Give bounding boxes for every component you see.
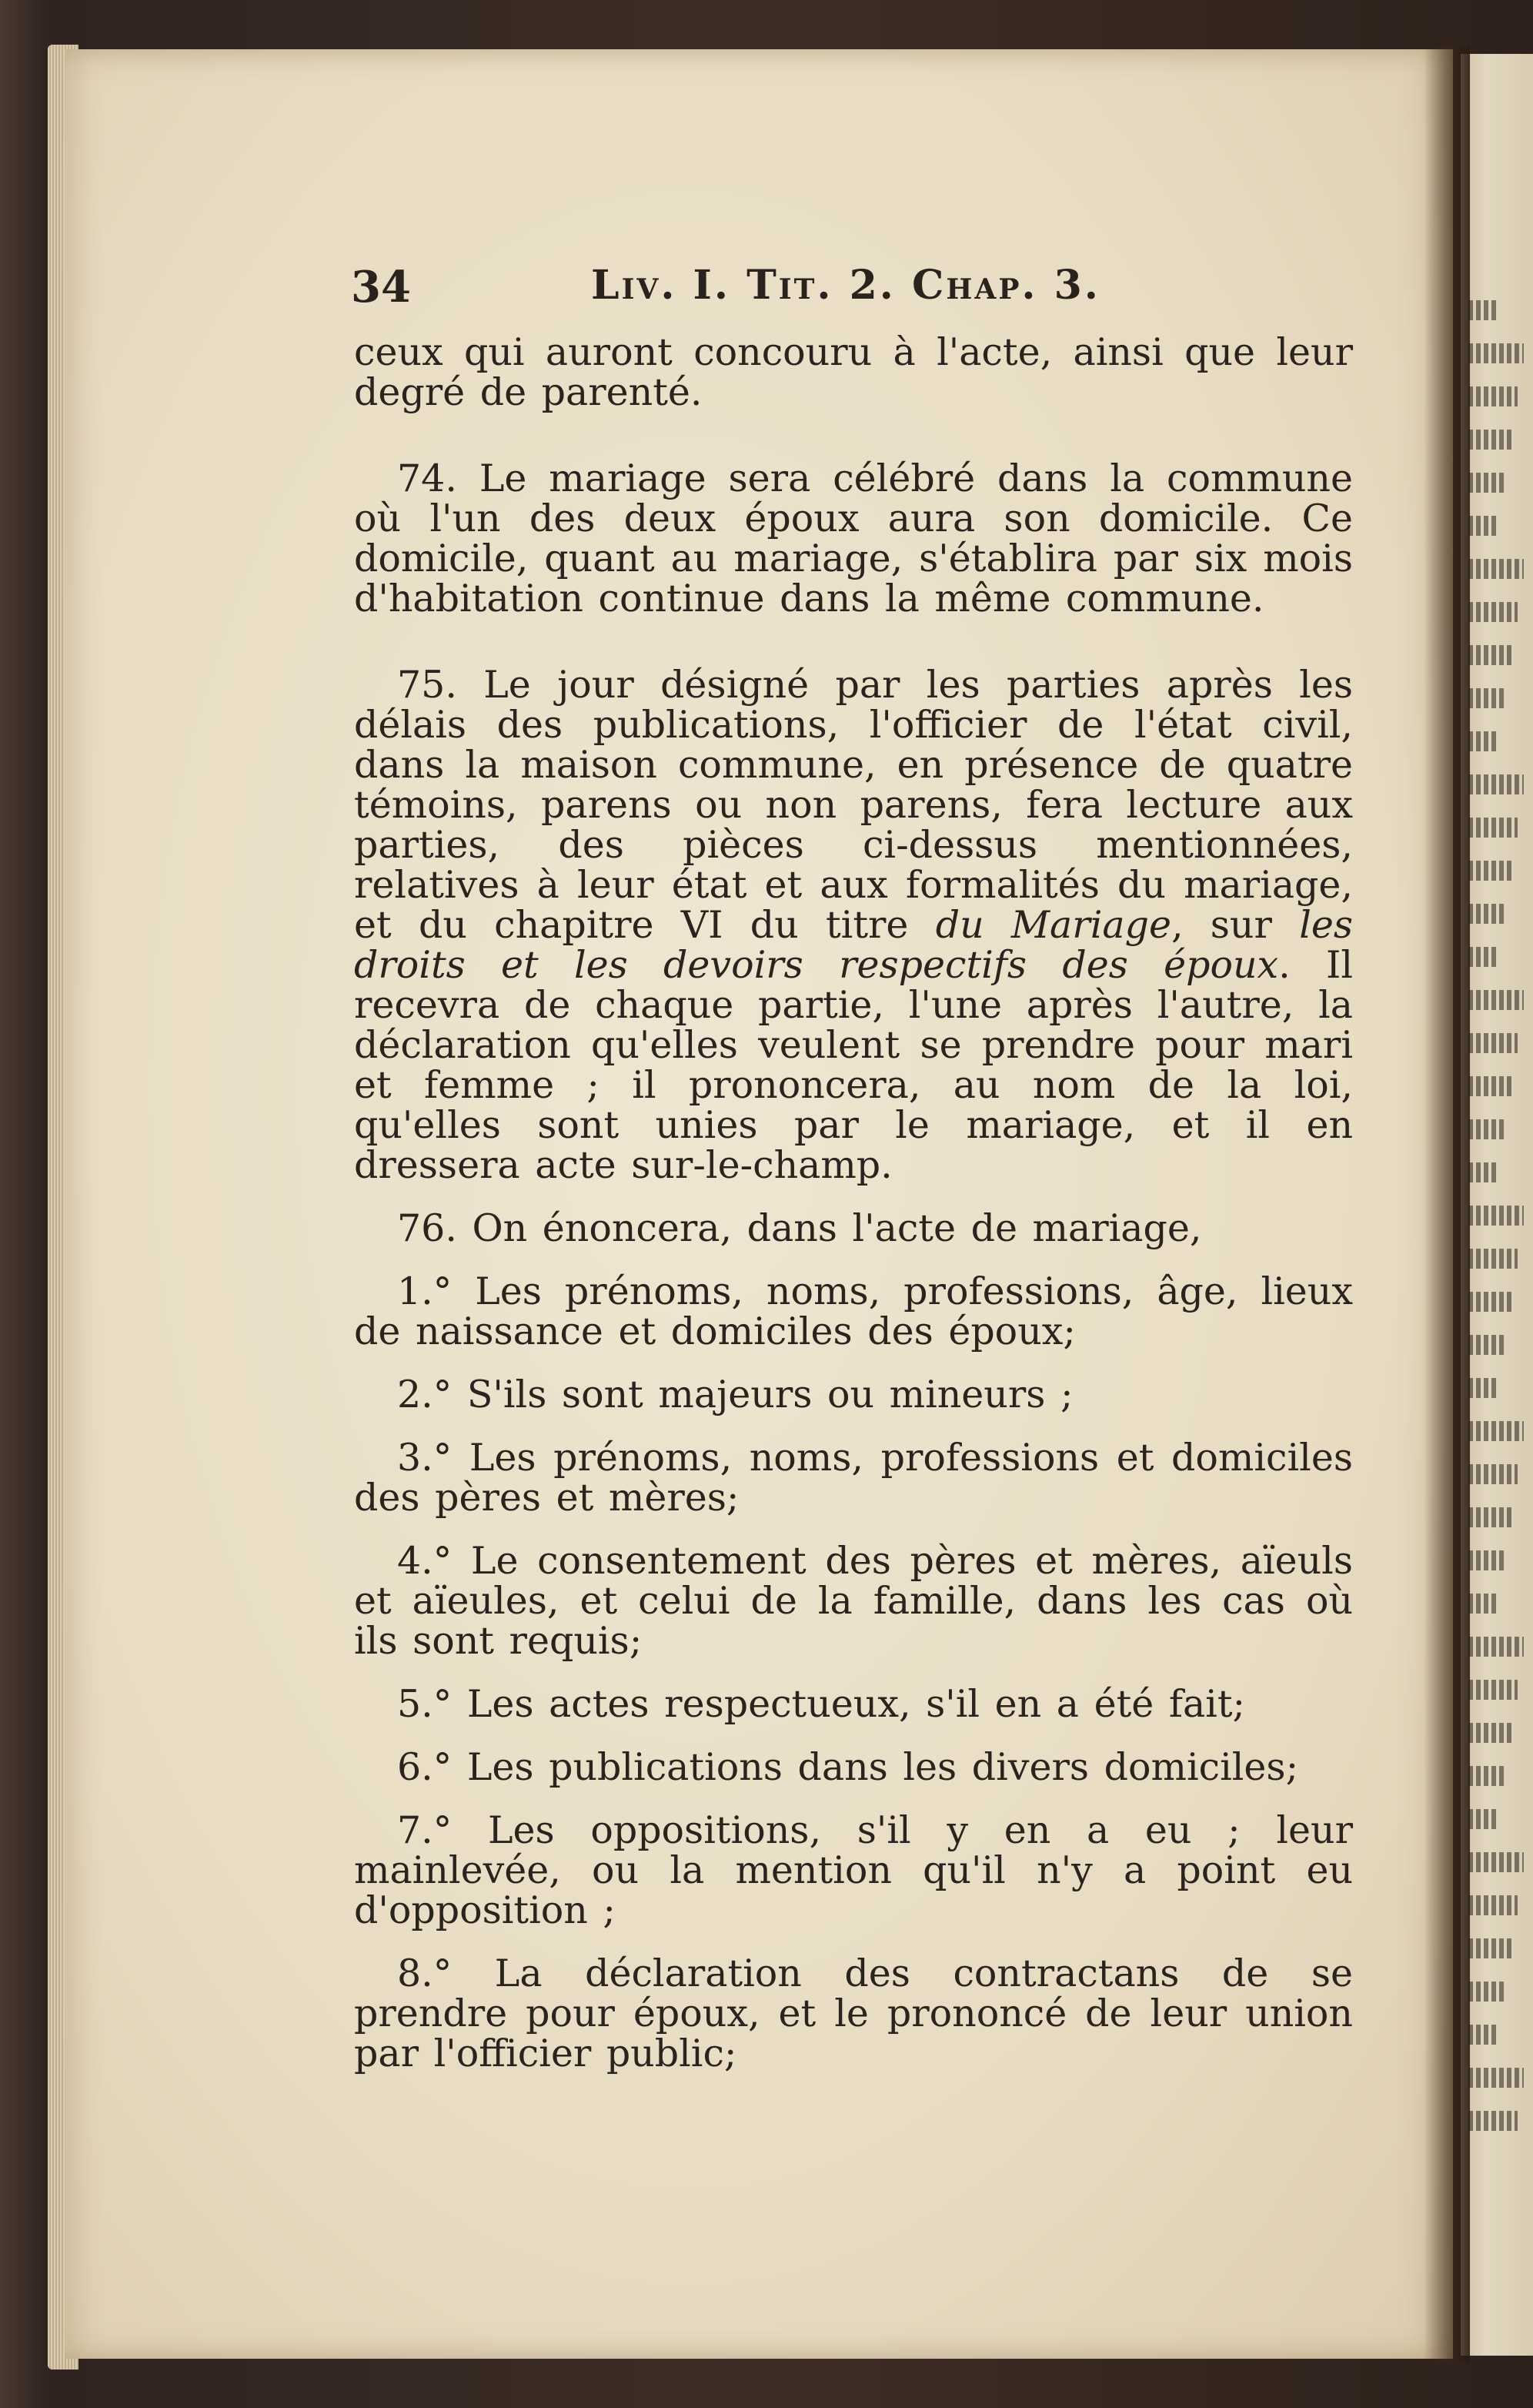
facing-page-text-line: [1468, 1766, 1505, 1786]
article-76-intro: 76. On énoncera, dans l'acte de mariage,: [397, 1206, 1202, 1250]
facing-page-text-line: [1468, 861, 1511, 881]
facing-page-text-line: [1468, 904, 1505, 924]
facing-page-text-line: [1468, 1550, 1505, 1570]
facing-page-text-line: [1468, 990, 1524, 1010]
article-75: [354, 665, 1353, 1186]
article-75-title-ref: du Mariage: [935, 903, 1171, 947]
facing-page-text-line: [1468, 1292, 1511, 1312]
facing-page-text-line: [1468, 1723, 1511, 1743]
facing-page-text-line: [1468, 1982, 1505, 2002]
facing-page-text-line: [1468, 343, 1524, 363]
facing-page-text-line: [1468, 1594, 1499, 1614]
facing-page-text-line: [1468, 1249, 1518, 1269]
article-75-text-1: 75. Le jour désigné par les parties après les délais des publications, l'officier de l'état civil, dans la maison commune, en présence de quatre témoins, parens ou non parens, fera lecture aux parties, des pièces ci-dessus mentionnées, relatives à leur état et aux formalités du mariage, et du chapitre VI du titre: [354, 663, 1353, 947]
facing-page-text-line: [1468, 1680, 1518, 1700]
article-76-item: 6.° Les publications dans les divers domiciles;: [397, 1745, 1299, 1789]
facing-page-text-line: [1468, 774, 1524, 794]
page-body: [354, 330, 1354, 2075]
facing-page-text-line: [1468, 1852, 1524, 1872]
facing-page-edge: [1461, 54, 1533, 2356]
facing-page-text-line: [1468, 2111, 1518, 2131]
facing-page-text-line: [1468, 818, 1518, 838]
article-76-item: 5.° Les actes respectueux, s'il en a été fait;: [397, 1682, 1246, 1726]
facing-page-text-line: [1468, 1464, 1518, 1484]
facing-page-text-line: [1468, 1421, 1524, 1441]
article-74: 74. Le mariage sera célébré dans la commune où l'un des deux époux aura son domicile. Ce domicile, quant au mariage, s'établira par six mois d'habitation continue dans la même commune.: [354, 457, 1353, 620]
facing-page-text-line: [1468, 1162, 1499, 1182]
gutter-shadow: [1424, 46, 1470, 2363]
running-title: Liv. I. Tit. 2. Chap. 3.: [591, 262, 1100, 309]
article-76-item: 7.° Les oppositions, s'il y en a eu ; leur mainlevée, ou la mention qu'il n'y a point eu d'opposition ;: [354, 1808, 1353, 1932]
article-75-section-ref: les droits et les devoirs respectifs des époux: [354, 903, 1354, 987]
facing-page-text-line: [1468, 300, 1499, 320]
article-76-item: 8.° La déclaration des contractans de se prendre pour époux, et le prononcé de leur union par l'officier public;: [354, 1951, 1353, 2075]
facing-page-text-line: [1468, 602, 1518, 622]
facing-page-text-line: [1468, 430, 1511, 450]
article-75-text-2: , sur: [1171, 903, 1300, 947]
facing-page-text-line: [1468, 516, 1499, 536]
facing-page-text-line: [1468, 688, 1505, 708]
facing-page-text-line: [1468, 1076, 1511, 1096]
facing-page-text-line: [1468, 473, 1505, 493]
facing-page-text-line: [1468, 731, 1499, 751]
article-76-item: 3.° Les prénoms, noms, professions et domiciles des pères et mères;: [354, 1436, 1353, 1520]
facing-page-text-line: [1468, 1335, 1505, 1355]
article-75-text-3: . Il recevra de chaque partie, l'une après l'autre, la déclaration qu'elles veulent se prendre pour mari et femme ; il prononcera, au nom de la loi, qu'elles sont unies par le mariage, et il en dressera acte sur-le-champ.: [354, 943, 1353, 1187]
facing-page-text-line: [1468, 386, 1518, 406]
facing-page-text-line: [1468, 2068, 1524, 2088]
page-header: [351, 262, 1205, 323]
facing-page-text-line: [1468, 1378, 1499, 1398]
article-76-item: 1.° Les prénoms, noms, professions, âge, lieux de naissance et domiciles des époux;: [354, 1269, 1353, 1353]
facing-page-text-line: [1468, 1507, 1511, 1527]
facing-page-text-line: [1468, 645, 1511, 665]
facing-page-text-line: [1468, 947, 1499, 967]
facing-page-text-line: [1468, 1119, 1505, 1139]
facing-page-text-line: [1468, 1206, 1524, 1226]
page-number: 34: [351, 262, 411, 313]
facing-page-text-line: [1468, 1895, 1518, 1915]
facing-page-text-line: [1468, 1938, 1511, 1958]
facing-page-text-line: [1468, 559, 1524, 579]
article-76-item: 4.° Le consentement des pères et mères, aïeuls et aïeules, et celui de la famille, dans les cas où ils sont requis;: [354, 1539, 1353, 1663]
article-76-item: 2.° S'ils sont majeurs ou mineurs ;: [397, 1373, 1074, 1416]
facing-page-text-line: [1468, 2025, 1499, 2045]
facing-page-text-line: [1468, 1033, 1518, 1053]
continuation-paragraph: ceux qui auront concouru à l'acte, ainsi que leur degré de parenté.: [354, 330, 1353, 414]
facing-page-text-line: [1468, 1809, 1499, 1829]
facing-page-text-line: [1468, 1637, 1524, 1657]
